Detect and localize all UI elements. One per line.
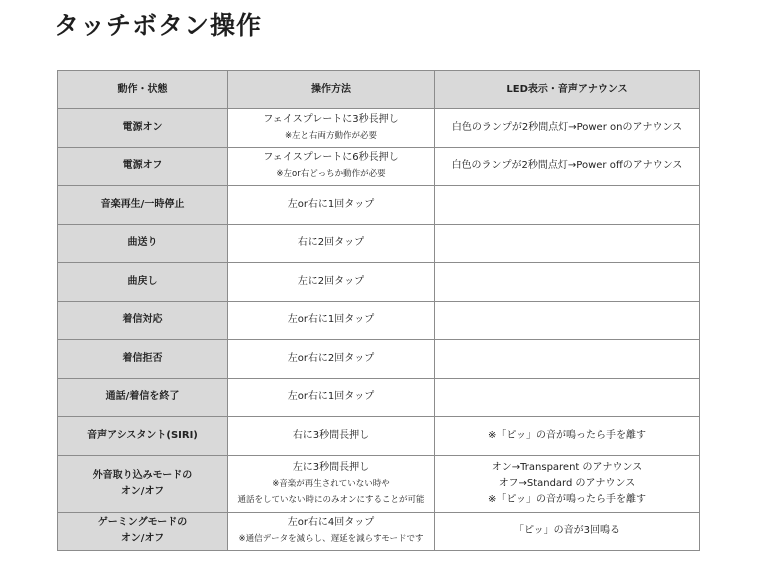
cell-action xyxy=(58,512,228,551)
action-label: 電源オフ xyxy=(122,160,163,172)
page-title: タッチボタン操作 xyxy=(54,11,263,40)
cell-operation xyxy=(228,263,435,302)
cell-operation xyxy=(228,224,435,263)
cell-indicator xyxy=(435,263,700,302)
cell-indicator xyxy=(435,147,700,186)
header-operation: 操作方法 xyxy=(228,71,435,109)
table-row xyxy=(58,186,700,225)
indicator-text: オン→Transparent のアナウンス xyxy=(491,461,643,473)
cell-action xyxy=(58,109,228,148)
action-label: 音楽再生/一時停止 xyxy=(100,198,185,210)
cell-operation xyxy=(228,512,435,551)
operation-text: フェイスプレートに3秒長押し xyxy=(263,113,399,125)
operation-text: 左or右に2回タップ xyxy=(287,352,375,364)
operation-text: 右に2回タップ xyxy=(297,237,365,249)
operation-text: 左に3秒間長押し xyxy=(292,461,370,473)
table-row xyxy=(58,340,700,379)
cell-operation xyxy=(228,455,435,512)
action-label: 音声アシスタント(SIRI) xyxy=(87,429,198,441)
cell-indicator xyxy=(435,186,700,225)
header-action: 動作・状態 xyxy=(58,71,228,109)
table-row xyxy=(58,417,700,456)
cell-action xyxy=(58,263,228,302)
action-label: オン/オフ xyxy=(120,533,165,545)
cell-indicator xyxy=(435,109,700,148)
operation-text: 左or右に1回タップ xyxy=(287,314,375,326)
cell-action xyxy=(58,378,228,417)
cell-operation xyxy=(228,147,435,186)
table-row xyxy=(58,301,700,340)
cell-indicator xyxy=(435,301,700,340)
cell-indicator xyxy=(435,224,700,263)
table-row xyxy=(58,263,700,302)
header-indicator: LED表示・音声アナウンス xyxy=(435,71,700,109)
operation-text: 左に2回タップ xyxy=(297,275,365,287)
indicator-text: ※「ピッ」の音が鳴ったら手を離す xyxy=(488,429,646,441)
table-row xyxy=(58,455,700,512)
cell-indicator xyxy=(435,455,700,512)
cell-action xyxy=(58,147,228,186)
table-row xyxy=(58,378,700,417)
action-label: 着信対応 xyxy=(122,314,163,326)
operation-text: 通話をしていない時にのみオンにすることが可能 xyxy=(237,494,425,505)
action-label: 電源オン xyxy=(122,121,163,133)
cell-action xyxy=(58,455,228,512)
cell-indicator xyxy=(435,512,700,551)
table-row xyxy=(58,512,700,551)
cell-operation xyxy=(228,417,435,456)
cell-indicator xyxy=(435,417,700,456)
operation-text: 左or右に4回タップ xyxy=(287,517,375,529)
action-label: 外音取り込みモードの xyxy=(92,469,193,481)
indicator-text: オフ→Standard のアナウンス xyxy=(498,477,636,489)
action-label: 通話/着信を終了 xyxy=(105,391,180,403)
indicator-text: 「ピッ」の音が3回鳴る xyxy=(514,525,620,537)
touch-operations-table xyxy=(57,70,700,551)
action-label: オン/オフ xyxy=(120,485,165,497)
cell-operation xyxy=(228,301,435,340)
cell-action xyxy=(58,224,228,263)
table-header-row xyxy=(58,71,700,109)
operation-text: ※通信データを減らし、遅延を減らすモードです xyxy=(238,534,424,545)
cell-action xyxy=(58,301,228,340)
cell-action xyxy=(58,417,228,456)
operation-text: ※左と右両方動作が必要 xyxy=(284,130,378,141)
cell-action xyxy=(58,340,228,379)
indicator-text: 白色のランプが2秒間点灯→Power onのアナウンス xyxy=(451,121,683,133)
indicator-text: 白色のランプが2秒間点灯→Power offのアナウンス xyxy=(451,160,683,172)
action-label: 曲戻し xyxy=(127,275,158,287)
operation-text: ※音楽が再生されていない時や xyxy=(272,478,390,489)
action-label: 着信拒否 xyxy=(122,352,163,364)
operation-text: 左or右に1回タップ xyxy=(287,198,375,210)
action-label: ゲーミングモードの xyxy=(97,517,188,529)
table-row xyxy=(58,224,700,263)
operation-text: フェイスプレートに6秒長押し xyxy=(263,152,399,164)
cell-operation xyxy=(228,378,435,417)
cell-operation xyxy=(228,186,435,225)
operation-text: ※左or右どっちか動作が必要 xyxy=(276,169,386,180)
cell-indicator xyxy=(435,378,700,417)
operation-text: 右に3秒間長押し xyxy=(292,429,370,441)
cell-operation xyxy=(228,340,435,379)
cell-indicator xyxy=(435,340,700,379)
table-row xyxy=(58,109,700,148)
indicator-text: ※「ピッ」の音が鳴ったら手を離す xyxy=(488,493,646,505)
operation-text: 左or右に1回タップ xyxy=(287,391,375,403)
cell-action xyxy=(58,186,228,225)
cell-operation xyxy=(228,109,435,148)
table-row xyxy=(58,147,700,186)
action-label: 曲送り xyxy=(127,237,158,249)
